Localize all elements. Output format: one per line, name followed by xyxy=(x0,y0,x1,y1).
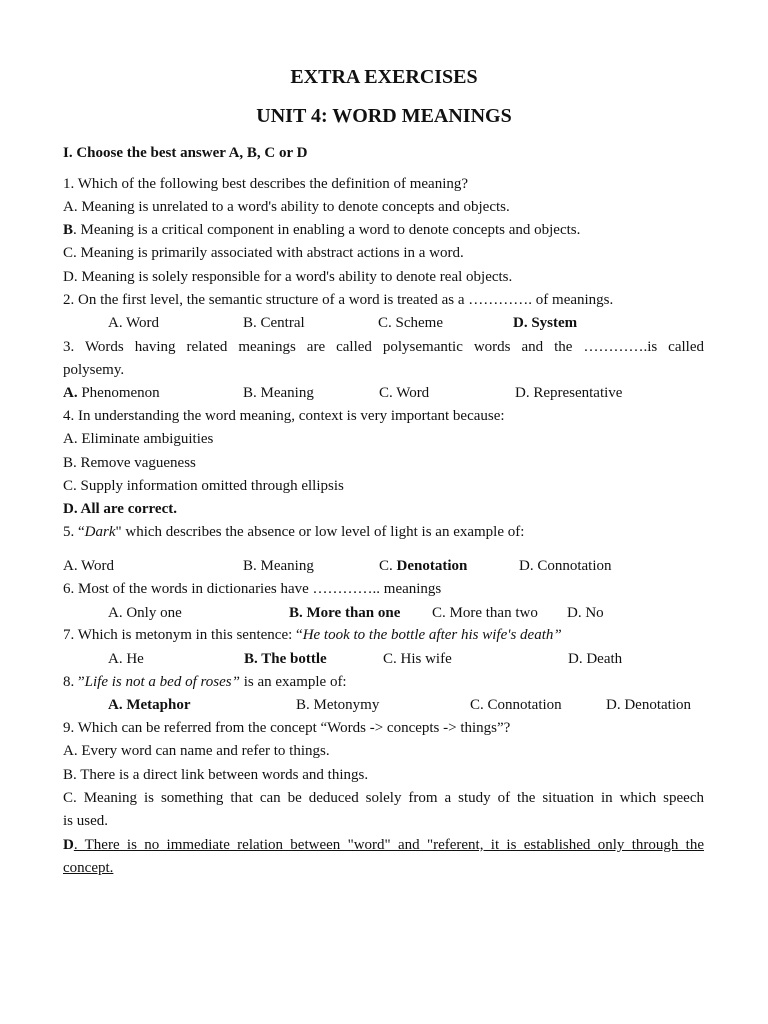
question-6-option-b: B. More than one xyxy=(289,605,401,621)
question-6-option-d: D. No xyxy=(567,605,604,621)
answer-letter: B xyxy=(63,222,74,238)
question-1-option-d: D. Meaning is solely responsible for a word's ability to denote real objects. xyxy=(63,269,513,285)
question-3-option-c: C. Word xyxy=(379,385,430,401)
question-4-stem: 4. In understanding the word meaning, context is very important because: xyxy=(63,408,505,424)
question-1-option-c: C. Meaning is primarily associated with abstract actions in a word. xyxy=(63,245,464,261)
question-7-stem: 7. Which is metonym in this sentence: “He took to the bottle after his wife's death” xyxy=(63,627,562,643)
question-1-option-a: A. Meaning is unrelated to a word's ability to denote concepts and objects. xyxy=(63,199,510,215)
question-3-stem-line2: polysemy. xyxy=(63,362,125,378)
question-3-options xyxy=(63,385,743,405)
question-8-option-b: B. Metonymy xyxy=(296,697,380,713)
question-2-option-d: D. System xyxy=(513,315,578,331)
question-2-stem: 2. On the first level, the semantic structure of a word is treated as a …………. of meanings. xyxy=(63,292,614,308)
question-5-option-a: A. Word xyxy=(63,558,115,574)
question-3-stem-line1: 3. Words having related meanings are called polysemantic words and the ………….is called xyxy=(63,339,704,355)
answer-letter: A. xyxy=(63,385,78,401)
question-1-option-b: B. Meaning is a critical component in enabling a word to denote concepts and objects. xyxy=(63,222,581,238)
question-4-option-d: D. All are correct. xyxy=(63,501,177,517)
question-8-options xyxy=(63,697,743,717)
question-8-stem: 8. ”Life is not a bed of roses” is an example of: xyxy=(63,674,347,690)
answer-letter: D xyxy=(63,837,74,853)
question-2-option-b: B. Central xyxy=(243,315,305,331)
question-9-option-c-line1: C. Meaning is something that can be deduced solely from a study of the situation in which speech xyxy=(63,790,704,806)
document-title: EXTRA EXERCISES xyxy=(290,66,478,88)
question-8-option-c: C. Connotation xyxy=(470,697,562,713)
question-2-option-a: A. Word xyxy=(108,315,160,331)
question-5-stem: 5. “Dark" which describes the absence or low level of light is an example of: xyxy=(63,524,525,540)
question-8-option-d: D. Denotation xyxy=(606,697,691,713)
question-9-option-d-line2: concept. xyxy=(63,860,114,876)
question-4-option-a: A. Eliminate ambiguities xyxy=(63,431,214,447)
question-2-options xyxy=(63,315,743,335)
question-9-option-c-line2: is used. xyxy=(63,813,108,829)
question-3-option-a: A. Phenomenon xyxy=(63,385,160,401)
question-5-option-c: C. Denotation xyxy=(379,558,468,574)
unit-title: UNIT 4: WORD MEANINGS xyxy=(256,105,512,127)
question-8-option-a: A. Metaphor xyxy=(108,697,191,713)
question-6-stem: 6. Most of the words in dictionaries have ………….. meanings xyxy=(63,581,442,597)
question-5-options xyxy=(63,558,743,578)
question-5-option-b: B. Meaning xyxy=(243,558,314,574)
question-2-option-c: C. Scheme xyxy=(378,315,443,331)
question-7-options xyxy=(63,651,743,671)
question-7-option-b: B. The bottle xyxy=(244,651,327,667)
question-6-options xyxy=(63,605,743,625)
question-7-option-a: A. He xyxy=(108,651,144,667)
question-9-stem: 9. Which can be referred from the concept “Words -> concepts -> things”? xyxy=(63,720,511,736)
question-4-option-b: B. Remove vagueness xyxy=(63,455,196,471)
section-heading: I. Choose the best answer A, B, C or D xyxy=(63,145,308,161)
question-7-option-d: D. Death xyxy=(568,651,623,667)
question-9-option-a: A. Every word can name and refer to things. xyxy=(63,743,330,759)
question-5-option-d: D. Connotation xyxy=(519,558,612,574)
question-9-option-d-line1: D. There is no immediate relation between "word" and "referent, it is established only through the xyxy=(63,837,704,853)
question-1-stem: 1. Which of the following best describes the definition of meaning? xyxy=(63,176,469,192)
question-7-option-c: C. His wife xyxy=(383,651,452,667)
question-3-option-b: B. Meaning xyxy=(243,385,314,401)
question-6-option-a: A. Only one xyxy=(108,605,182,621)
question-6-option-c: C. More than two xyxy=(432,605,538,621)
question-9-option-b: B. There is a direct link between words and things. xyxy=(63,767,369,783)
question-4-option-c: C. Supply information omitted through ellipsis xyxy=(63,478,344,494)
question-3-option-d: D. Representative xyxy=(515,385,623,401)
